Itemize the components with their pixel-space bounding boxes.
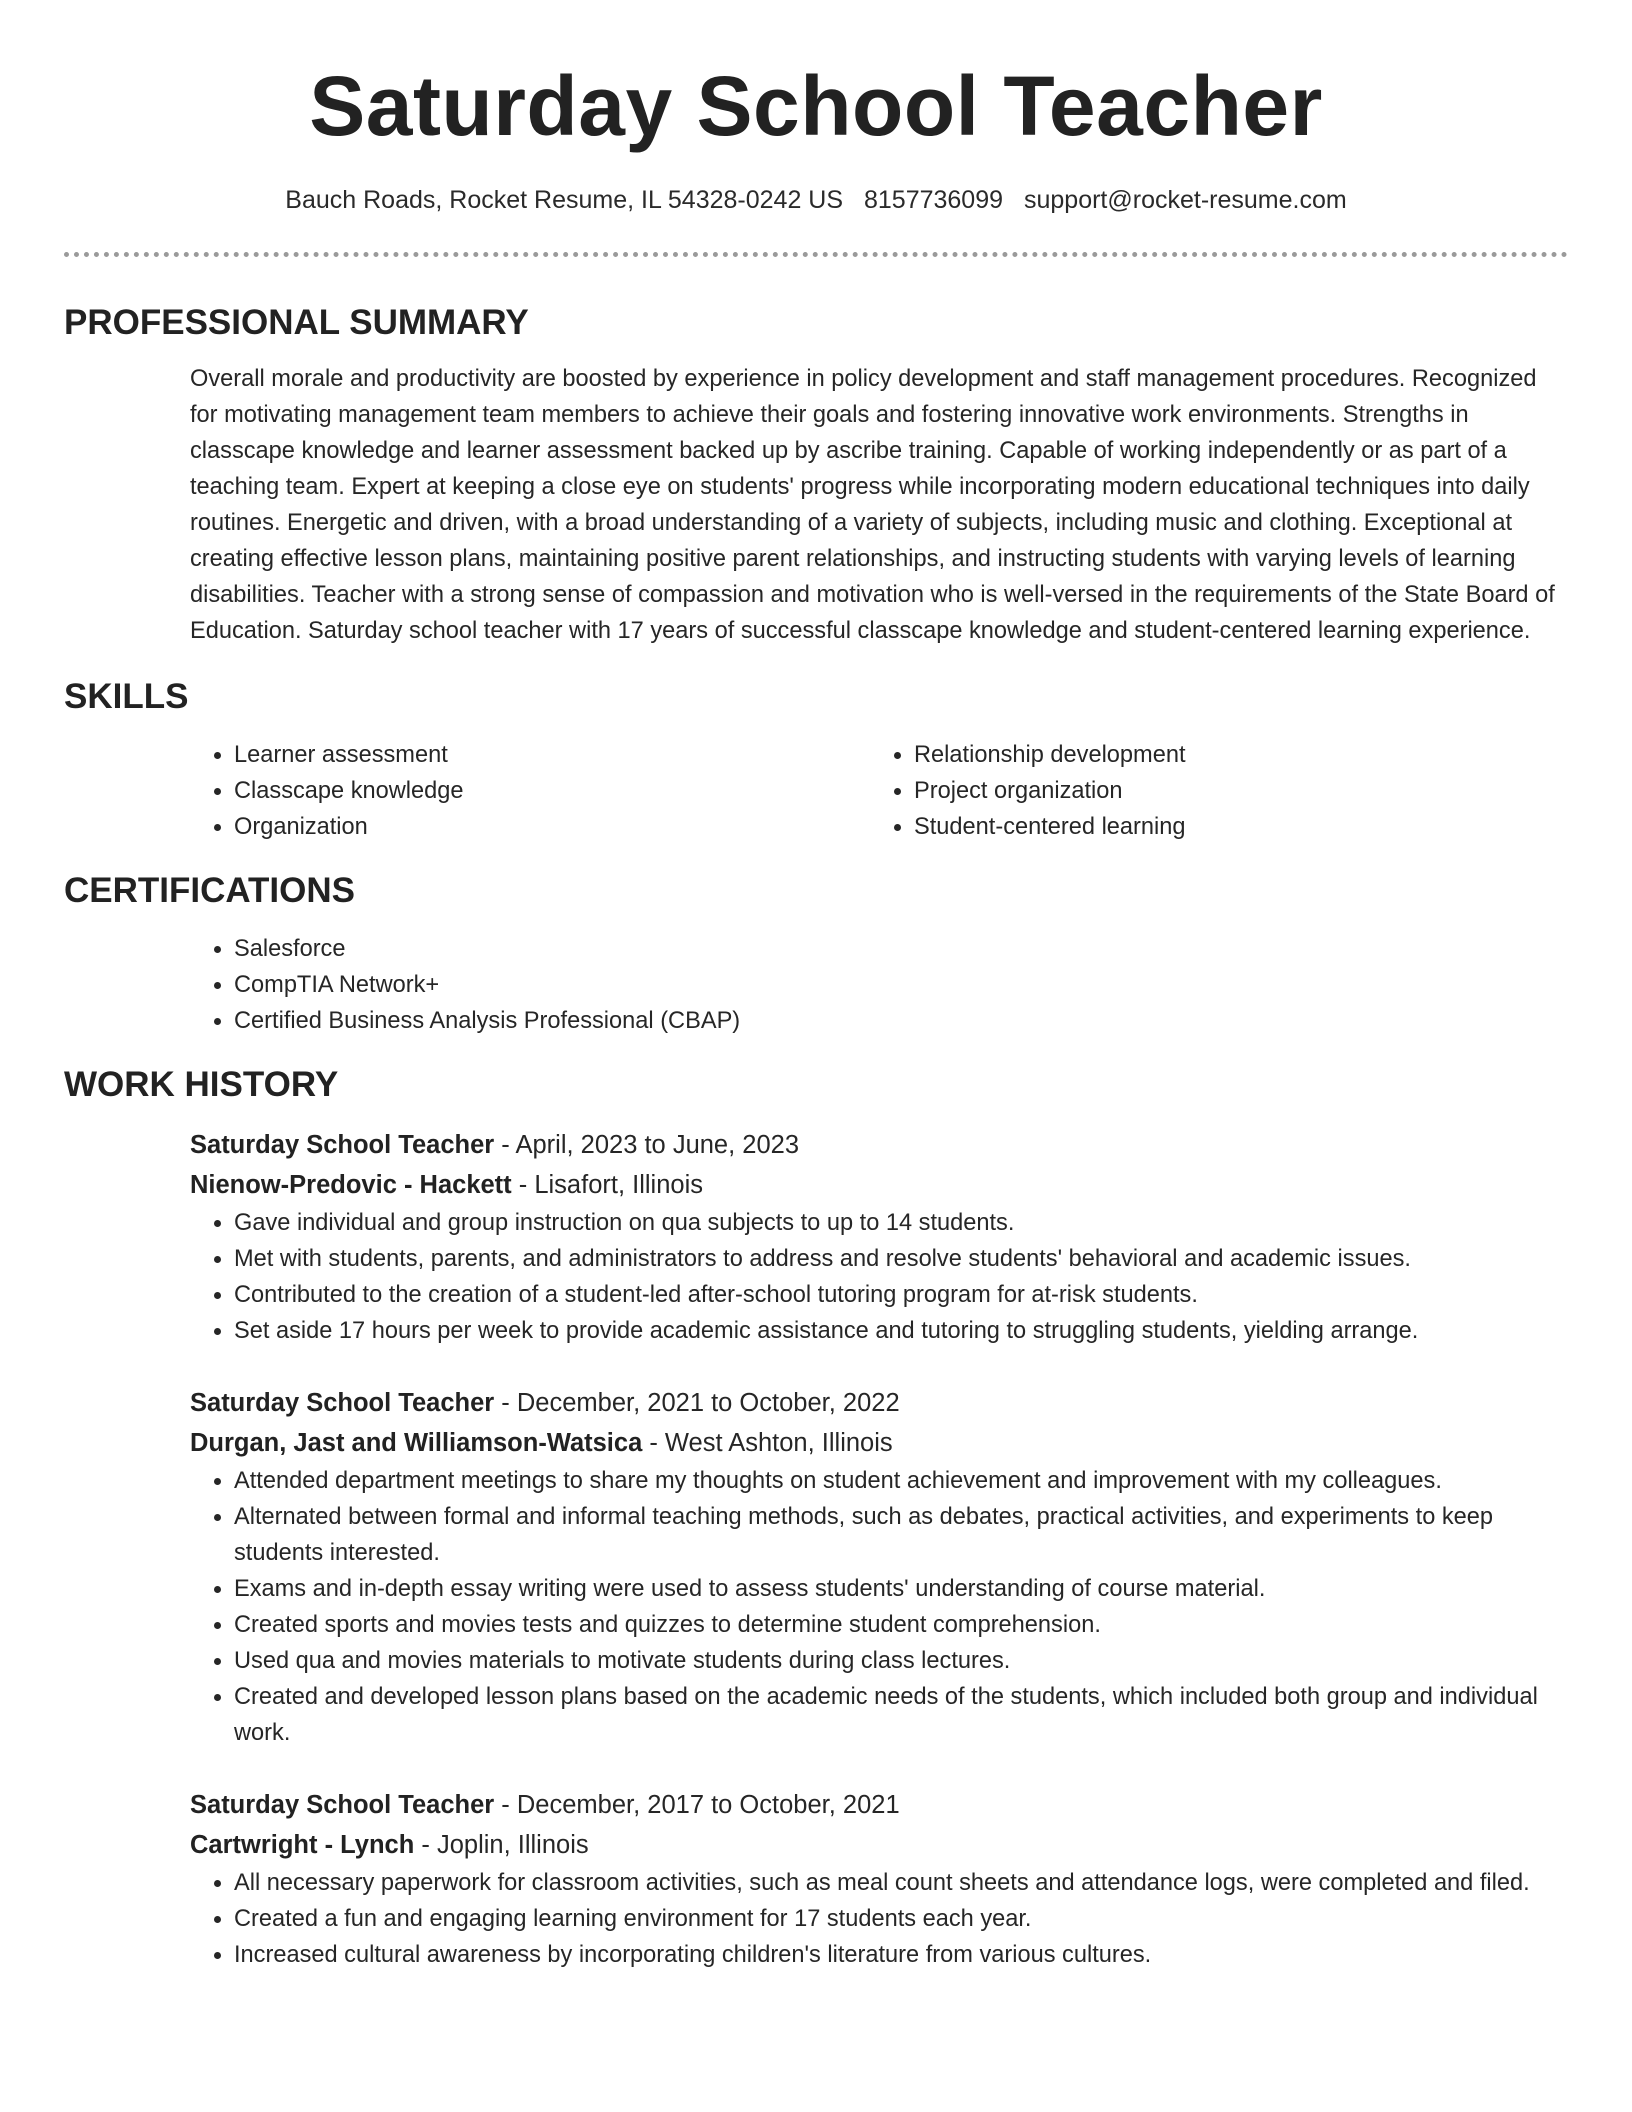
job-bullet-list xyxy=(190,1463,1568,1751)
resume-title: Saturday School Teacher xyxy=(309,59,1323,153)
job-title-line xyxy=(190,1383,1568,1423)
job-dates: - December, 2021 to October, 2022 xyxy=(494,1389,900,1417)
job-bullet: • Created and developed lesson plans based on the academic needs of the students, which included both group and individual work. xyxy=(234,1679,1568,1751)
job-bullet: • Increased cultural awareness by incorporating children's literature from various cultures. xyxy=(234,1937,1568,1973)
summary-paragraph: Overall morale and productivity are boosted by experience in policy development and staff management procedures. Recognized for motivating management team members to achieve their goals and fostering innovative work environments. Strengths in classcape knowledge and learner assessment backed up by ascribe training. Capable of working independently or as part of a teaching team. Expert at keeping a close eye on students' progress while incorporating modern educational techniques into daily routines. Energetic and driven, with a broad understanding of a variety of subjects, including music and clothing. Exceptional at creating effective lesson plans, maintaining positive parent relationships, and instructing students with varying levels of learning disabilities. Teacher with a strong sense of compassion and motivation who is well-versed in the requirements of the State Board of Education. Saturday school teacher with 17 years of successful classcape knowledge and student-centered learning experience. xyxy=(190,366,1555,644)
skills-column-right xyxy=(870,737,1550,845)
job-title-line xyxy=(190,1125,1568,1165)
job-bullet: • Alternated between formal and informal teaching methods, such as debates, practical activities, and experiments to keep students interested. xyxy=(234,1499,1568,1571)
job-location: - Lisafort, Illinois xyxy=(511,1171,703,1199)
job-bullet: • Met with students, parents, and administrators to address and resolve students' behavioral and academic issues. xyxy=(234,1241,1568,1277)
job-bullet: • Set aside 17 hours per week to provide academic assistance and tutoring to struggling students, yielding arrange. xyxy=(234,1313,1568,1349)
job-company: Durgan, Jast and Williamson-Watsica xyxy=(190,1429,643,1457)
job-company: Cartwright - Lynch xyxy=(190,1831,415,1859)
job-bullet: • Exams and in-depth essay writing were used to assess students' understanding of course material. xyxy=(234,1571,1568,1607)
job-bullet: • Created sports and movies tests and quizzes to determine student comprehension. xyxy=(234,1607,1568,1643)
job-bullet: • Used qua and movies materials to motivate students during class lectures. xyxy=(234,1643,1568,1679)
job-title-line xyxy=(190,1785,1568,1825)
job-bullet-list xyxy=(190,1205,1568,1349)
job-bullet: • Gave individual and group instruction on qua subjects to up to 14 students. xyxy=(234,1205,1568,1241)
contact-phone: 8157736099 xyxy=(863,186,1004,214)
skill-item: • Student-centered learning xyxy=(914,809,1550,845)
skill-item: • Classcape knowledge xyxy=(234,773,870,809)
skill-item: • Learner assessment xyxy=(234,737,870,773)
job-bullet-list xyxy=(190,1865,1568,1973)
job-bullet: • Created a fun and engaging learning environment for 17 students each year. xyxy=(234,1901,1568,1937)
skill-item: • Relationship development xyxy=(914,737,1550,773)
job-dates: - April, 2023 to June, 2023 xyxy=(494,1131,800,1159)
certification-item: • Salesforce xyxy=(234,931,1568,967)
job-entry xyxy=(190,1125,1568,1349)
job-company: Nienow-Predovic - Hackett xyxy=(190,1171,512,1199)
certification-item: • Certified Business Analysis Professional (CBAP) xyxy=(234,1003,1568,1039)
certification-item: • CompTIA Network+ xyxy=(234,967,1568,1003)
job-title: Saturday School Teacher xyxy=(190,1791,495,1819)
job-location: - Joplin, Illinois xyxy=(414,1831,589,1859)
job-dates: - December, 2017 to October, 2021 xyxy=(494,1791,900,1819)
job-entry xyxy=(190,1785,1568,1973)
section-heading-certifications: CERTIFICATIONS xyxy=(64,871,356,910)
resume-page xyxy=(64,0,1568,1973)
job-company-line xyxy=(190,1165,1568,1205)
job-company-line xyxy=(190,1825,1568,1865)
section-heading-skills: SKILLS xyxy=(64,677,189,716)
skill-item: • Organization xyxy=(234,809,870,845)
job-company-line xyxy=(190,1423,1568,1463)
job-entry xyxy=(190,1383,1568,1751)
job-bullet: • Contributed to the creation of a student-led after-school tutoring program for at-risk students. xyxy=(234,1277,1568,1313)
section-heading-work-history: WORK HISTORY xyxy=(64,1065,339,1104)
contact-line xyxy=(64,182,1568,218)
contact-email[interactable]: support@rocket-resume.com xyxy=(1023,186,1347,214)
job-bullet: • All necessary paperwork for classroom activities, such as meal count sheets and attendance logs, were completed and filed. xyxy=(234,1865,1568,1901)
job-title: Saturday School Teacher xyxy=(190,1389,495,1417)
job-bullet: • Attended department meetings to share my thoughts on student achievement and improvement with my colleagues. xyxy=(234,1463,1568,1499)
job-title: Saturday School Teacher xyxy=(190,1131,495,1159)
section-heading-summary: PROFESSIONAL SUMMARY xyxy=(64,303,529,342)
contact-address: Bauch Roads, Rocket Resume, IL 54328-0242 US xyxy=(285,186,844,214)
skills-list xyxy=(190,737,1568,845)
certifications-list xyxy=(190,931,1568,1039)
job-location: - West Ashton, Illinois xyxy=(642,1429,893,1457)
skill-item: • Project organization xyxy=(914,773,1550,809)
dotted-divider xyxy=(64,252,1568,257)
skills-column-left xyxy=(190,737,870,845)
